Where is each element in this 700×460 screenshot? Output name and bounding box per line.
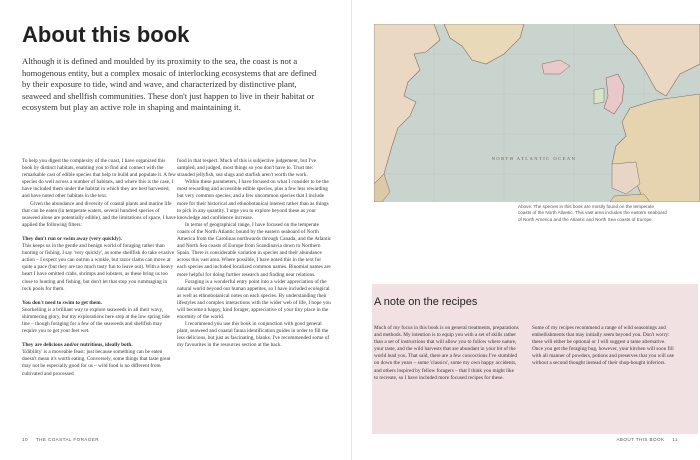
body-paragraph: To help you digest the complexity of the coast, I have organized this book by distinct habitats, enabling you to find and connect with the remarkable cast of edible species that help to build and populate it. A few species do well across a number of habitats, and where this is the case, I have included them under the habitat in which they are best harvested, and have noted other habitats in the text.	[22, 158, 176, 200]
body-paragraph: I recommend you use this book in conjunction with good general plant, seaweed and coastal fauna identification guides in order to fill the less delicious, but just as fascinating, blanks. I've recommended some of my favourites in the resources section at the back.	[177, 321, 330, 349]
note-paragraph: Some of my recipes recommend a range of wild seasonings and embellishments that may initially seem beyond you. Don't worry: these will either be optional or I will suggest a tame alternative. Once you get the foraging bug, however, your kitchen will soon fill with all manner of powders, potions and preserves that you will use without a second thought instead of their shop-bought inferiors.	[532, 325, 675, 367]
body-paragraph: Given the abundance and diversity of coastal plants and marine life that can be eaten (in temperate waters, several hundred species of seaweed alone are potentially edible), and the limitations of space, I have applied the following filters:	[22, 200, 176, 228]
filter-heading: They don't run or swim away (very quickly).	[22, 235, 122, 242]
filter-paragraph	[22, 236, 177, 293]
left-footer	[22, 437, 99, 442]
running-footer: ABOUT THIS BOOK	[616, 437, 665, 442]
right-footer	[616, 437, 678, 442]
map-ocean-label: NORTH ATLANTIC OCEAN	[491, 156, 577, 161]
body-paragraph: Foraging is a wonderful entry point into a wider appreciation of the natural world beyond our human appetites, so I have included ecological as well as ethnobotanical notes on each species. By understanding their lifestyles and complex interactions with the wider web of life, I hope you will become a happy, kind forager, appreciative of your tiny place in the enormity of the world.	[177, 278, 331, 321]
body-column-1	[22, 158, 177, 378]
filter-text: This keeps us in the gentle and benign world of foraging rather than hunting or fishing. I say 'very quickly', as some shellfish do take evasive action – I expect you can outrun a winkle, but razor clams can move at quite a pace (but they are too much tasty fun to leave out). With a heavy heart I have omitted crabs, shrimps and lobsters, as these bring us too close to hunting and fishing, but don't let that stop you rummaging in rock pools for them.	[22, 243, 175, 292]
body-paragraph: In terms of geographical range, I have focused on the temperate coasts of the North Atlantic bound by the eastern seaboard of North America from the Carolinas northwards through Canada, and the Atlantic and North Sea coasts of Europe from Scandinavia down to Northern Spain. There is considerable variation in species and their abundance across this vast area. Where possible, I have noted this in the text for each species and included localized common names. Binomial names are more helpful for doing further research and finding near relations.	[177, 221, 332, 278]
filter-heading: They are delicious and/or nutritious, ideally both.	[22, 342, 133, 349]
note-column-2	[532, 325, 677, 368]
filter-text: 'Edibility' is a moveable feast: just because something can be eaten doesn't mean it's worth eating. Conversely, some things that taste great may not be especially good for us – wild food is no different from cultivated and processed	[22, 349, 171, 377]
body-paragraph: food in that respect. Much of this is subjective judgement, but I've sampled, and judged, most things so you don't have to. Trust me: stranded jellyfish, sea slugs and starfish aren't worth the work.	[177, 158, 317, 179]
map-caption: Above: The species in this book are mostly found on the temperate coasts of the North Atlantic. This vast area includes the eastern seaboard of North America and the Atlantic and North Sea coasts of Europe.	[518, 204, 667, 222]
note-column-1	[374, 325, 519, 382]
filter-paragraph	[22, 342, 177, 377]
map-illustration	[374, 24, 700, 202]
body-column-2	[177, 158, 332, 350]
note-heading: A note on the recipes	[374, 296, 478, 308]
page-title: About this book	[22, 22, 190, 47]
filter-heading: You don't need to swim to get them.	[22, 299, 102, 306]
intro-paragraph: Although it is defined and moulded by its proximity to the sea, the coast is not a homogenous entity, but a complex mosaic of interlocking ecosystems that are defined by their exposure to tide, wind and wave, and characterized by distinctive plant, seaweed and shellfish communities. These don't just happen to live in their habitat or ecosystem but play an active role in shaping and maintaining it.	[22, 56, 317, 113]
running-footer: THE COASTAL FORAGER	[35, 437, 99, 442]
right-page	[352, 0, 700, 460]
note-paragraph: Much of my focus in this book is on general treatments, preparations and methods. My intention is to equip you with a set of skills rather than a set of instructions that will allow you to follow where nature, your taste, and the wild harvests that are abundant in your bit of the world lead you. That said, there are a few concoctions I've stumbled on down the years – some 'classics', some my own happy accidents, and others inspired by fellow foragers – that I think you might like to recreate, so I have included more focused recipes for these.	[374, 325, 519, 381]
body-paragraph: Within these parameters, I have focused on what I consider to be the most rewarding and accessible edible species, plus a few less rewarding but very common species, and a few uncommon species that I include more for their historical and ethnobotanical interest rather than as things to pick in any quantity. I urge you to explore beyond these as your knowledge and confidence increase.	[177, 179, 329, 221]
page-number: 11	[672, 437, 678, 442]
filter-paragraph	[22, 300, 177, 335]
filter-text: Snorkelling is a brilliant way to explore seaweeds in all their wavy, shimmering glory, but my explorations here stop at the low spring tide line – though foraging for a few of the seaweeds and shellfish may require you to get your feet wet.	[22, 306, 170, 335]
north-atlantic-map	[374, 24, 700, 202]
page-number: 10	[22, 437, 28, 442]
